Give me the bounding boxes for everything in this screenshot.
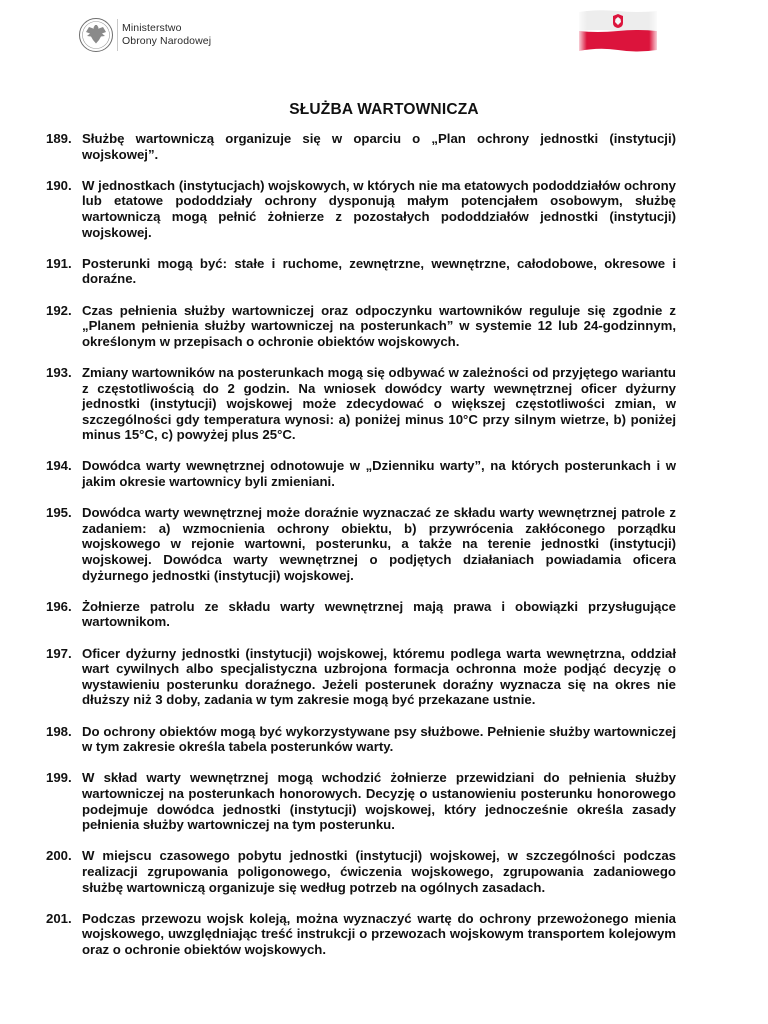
paragraph-text: Dowódca warty wewnętrznej może doraźnie wyznaczać ze składu warty wewnętrznej patrole z zadaniem: a) wzmocnienia ochrony obiektu, b) przywrócenia zakłóconego porządku wojskowego w rejonie wartowni, posterunku, a także na terenie jednostki (instytucji) wojskowej. Dowódca warty wewnętrznej o podjętych działaniach powiadamia oficera dyżurnego jednostki (instytucji) wojskowej.: [82, 505, 676, 583]
paragraph-text: Czas pełnienia służby wartowniczej oraz odpoczynku wartowników reguluje się zgodnie z „Planem pełnienia służby wartowniczej na posterunkach” w systemie 12 lub 24-godzinnym, określonym w przepisach o ochronie obiektów wojskowych.: [82, 302, 676, 349]
paragraph-number: 198.: [46, 723, 72, 739]
paragraph-number: 191.: [46, 255, 72, 271]
paragraph-191: [46, 256, 676, 287]
eagle-emblem-icon: [78, 17, 114, 53]
paragraph-number: 189.: [46, 131, 72, 146]
paragraph-number: 194.: [46, 458, 72, 474]
paragraph-201: [46, 911, 676, 958]
paragraph-192: [46, 303, 676, 350]
paragraph-194: [46, 458, 676, 489]
paragraph-text: W jednostkach (instytucjach) wojskowych, w których nie ma etatowych pododdziałów ochrony lub etatowe pododdziały ochrony dysponują małym potencjałem osobowym, służbę wartowniczą mogą pełnić żołnierze z pozostałych pododdziałów jednostki (instytucji) wojskowej.: [82, 177, 676, 240]
paragraph-text: Oficer dyżurny jednostki (instytucji) wojskowej, któremu podlega warta wewnętrzna, oddział wart cywilnych albo specjalistyczna uzbrojona formacja ochronna może podjąć decyzję o wystawieniu posterunku doraźnego. Jeżeli posterunek doraźny wyznacza się na okres nie dłuższy niż 3 doby, zadania w tym zakresie mogą być przekazane ustnie.: [82, 645, 676, 708]
logo-divider: [117, 19, 118, 51]
logo-line-1: Ministerstwo: [122, 22, 182, 34]
page-header: [0, 0, 768, 70]
poland-flag-icon: [577, 8, 659, 54]
logo-text: [122, 22, 211, 48]
paragraph-number: 196.: [46, 598, 72, 614]
paragraph-number: 197.: [46, 645, 72, 661]
paragraph-text: Dowódca warty wewnętrznej odnotowuje w „Dzienniku warty”, na których posterunkach i w jakim okresie wartownicy byli zmieniani.: [82, 458, 676, 490]
paragraph-198: [46, 724, 676, 755]
paragraph-193: [46, 365, 676, 443]
paragraph-text: Zmiany wartowników na posterunkach mogą się odbywać w zależności od przyjętego wariantu z częstotliwością do 2 godzin. Na wniosek dowódcy warty wewnętrznej oficer dyżurny jednostki (instytucji) wojskowej może zdecydować o większej częstotliwości zmian, w szczególności gdy temperatura wynosi: a) poniżej minus 10°C przy silnym wietrze, b) poniżej minus 15°C, c) powyżej plus 25°C.: [82, 364, 676, 443]
paragraph-number: 192.: [46, 302, 72, 318]
paragraph-number: 199.: [46, 770, 72, 786]
paragraph-text: Podczas przewozu wojsk koleją, można wyznaczyć wartę do ochrony przewożonego mienia wojskowego, uwzględniając treść instrukcji o przewozach wojskowym transportem kolejowym oraz o ochronie obiektów wojskowych.: [82, 910, 676, 957]
paragraph-199: [46, 770, 676, 832]
paragraph-number: 201.: [46, 910, 72, 926]
paragraph-189: [46, 131, 676, 162]
paragraph-text: W miejscu czasowego pobytu jednostki (instytucji) wojskowej, w szczególności podczas realizacji zgrupowania poligonowego, ćwiczenia wojskowego, zgrupowania zadaniowego służbę wartowniczą organizuje się według potrzeb na ogólnych zasadach.: [82, 848, 676, 895]
paragraph-text: Do ochrony obiektów mogą być wykorzystywane psy służbowe. Pełnienie służby wartowniczej w tym zakresie określa tabela posterunków warty.: [82, 723, 676, 755]
paragraph-197: [46, 646, 676, 708]
page-title: SŁUŻBA WARTOWNICZA: [289, 101, 479, 118]
paragraph-190: [46, 178, 676, 240]
paragraph-text: Żołnierze patrolu ze składu warty wewnętrznej mają prawa i obowiązki przysługujące wartownikom.: [82, 598, 676, 630]
paragraph-195: [46, 505, 676, 583]
paragraph-number: 195.: [46, 505, 72, 521]
paragraph-200: [46, 848, 676, 895]
paragraph-list: [46, 131, 676, 973]
paragraph-number: 190.: [46, 177, 72, 193]
paragraph-text: W skład warty wewnętrznej mogą wchodzić żołnierze przewidziani do pełnienia służby wartowniczej na posterunkach honorowych. Decyzję o ustanowieniu posterunku honorowego podejmuje dowódca jednostki (instytucji) wojskowej, który jednocześnie określa zasady pełnienia służby wartowniczej na tym posterunku.: [82, 770, 676, 833]
paragraph-number: 200.: [46, 848, 72, 864]
paragraph-196: [46, 599, 676, 630]
paragraph-number: 193.: [46, 364, 72, 380]
paragraph-text: Posterunki mogą być: stałe i ruchome, zewnętrzne, wewnętrzne, całodobowe, okresowe i doraźne.: [82, 255, 676, 287]
ministry-logo: [78, 14, 228, 56]
logo-line-2: Obrony Narodowej: [122, 35, 212, 47]
paragraph-text: Służbę wartowniczą organizuje się w oparciu o „Plan ochrony jednostki (instytucji) wojskowej”.: [82, 131, 676, 162]
